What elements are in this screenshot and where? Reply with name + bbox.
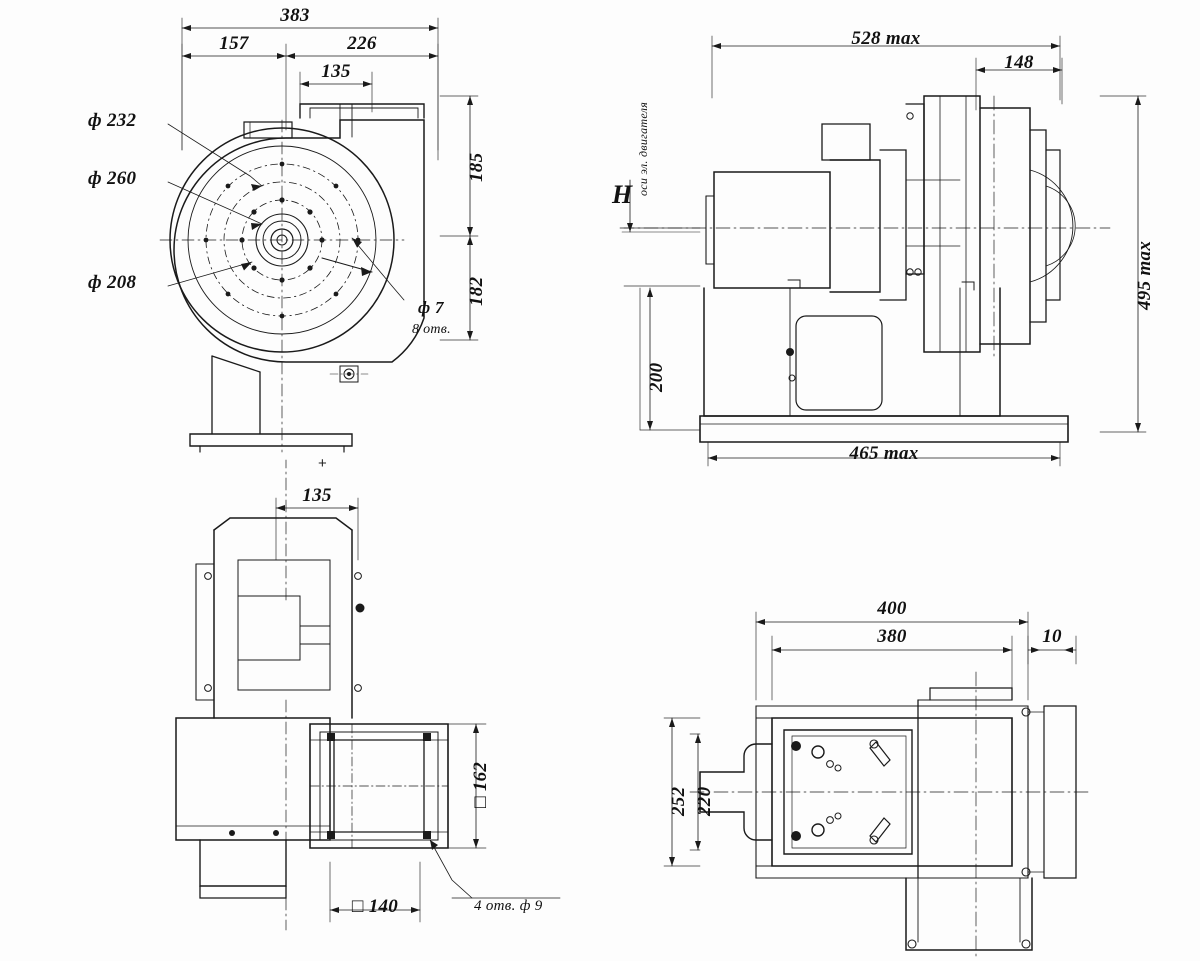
dim-top-252: 252: [668, 786, 689, 816]
symbol-H: H: [612, 180, 633, 209]
center-mark: +: [318, 455, 327, 472]
dim-bottomleft-140: □ 140: [351, 896, 399, 917]
dim-front-226: 226: [347, 33, 377, 54]
callout-dia-208: ф 208: [88, 272, 137, 293]
note-4-holes-dia9: 4 отв. ф 9: [474, 898, 543, 914]
dim-front-157: 157: [219, 33, 249, 54]
dim-front-185: 185: [466, 152, 487, 182]
dim-front-135: 135: [321, 61, 351, 82]
dim-side-495max: 495 max: [1134, 240, 1155, 310]
dim-top-400: 400: [877, 598, 907, 619]
dim-top-10: 10: [1042, 626, 1062, 647]
note-motor-axis: оси эл. двигателя: [636, 101, 650, 196]
callout-dia-7: ф 7: [418, 298, 444, 317]
dim-bottomleft-135: 135: [302, 485, 332, 506]
dim-side-528max: 528 max: [851, 28, 921, 49]
dim-side-200: 200: [646, 362, 667, 392]
dim-front-182: 182: [466, 276, 487, 306]
dim-top-380: 380: [877, 626, 907, 647]
dim-side-148: 148: [1004, 52, 1034, 73]
callout-dia-260: ф 260: [88, 168, 137, 189]
callout-dia-232: ф 232: [88, 110, 137, 131]
dim-front-383: 383: [280, 5, 310, 26]
dim-side-465max: 465 max: [849, 443, 919, 464]
note-8-holes: 8 отв.: [412, 322, 451, 337]
dim-bottomleft-162: □ 162: [470, 761, 491, 808]
dim-top-220: 220: [694, 786, 715, 816]
